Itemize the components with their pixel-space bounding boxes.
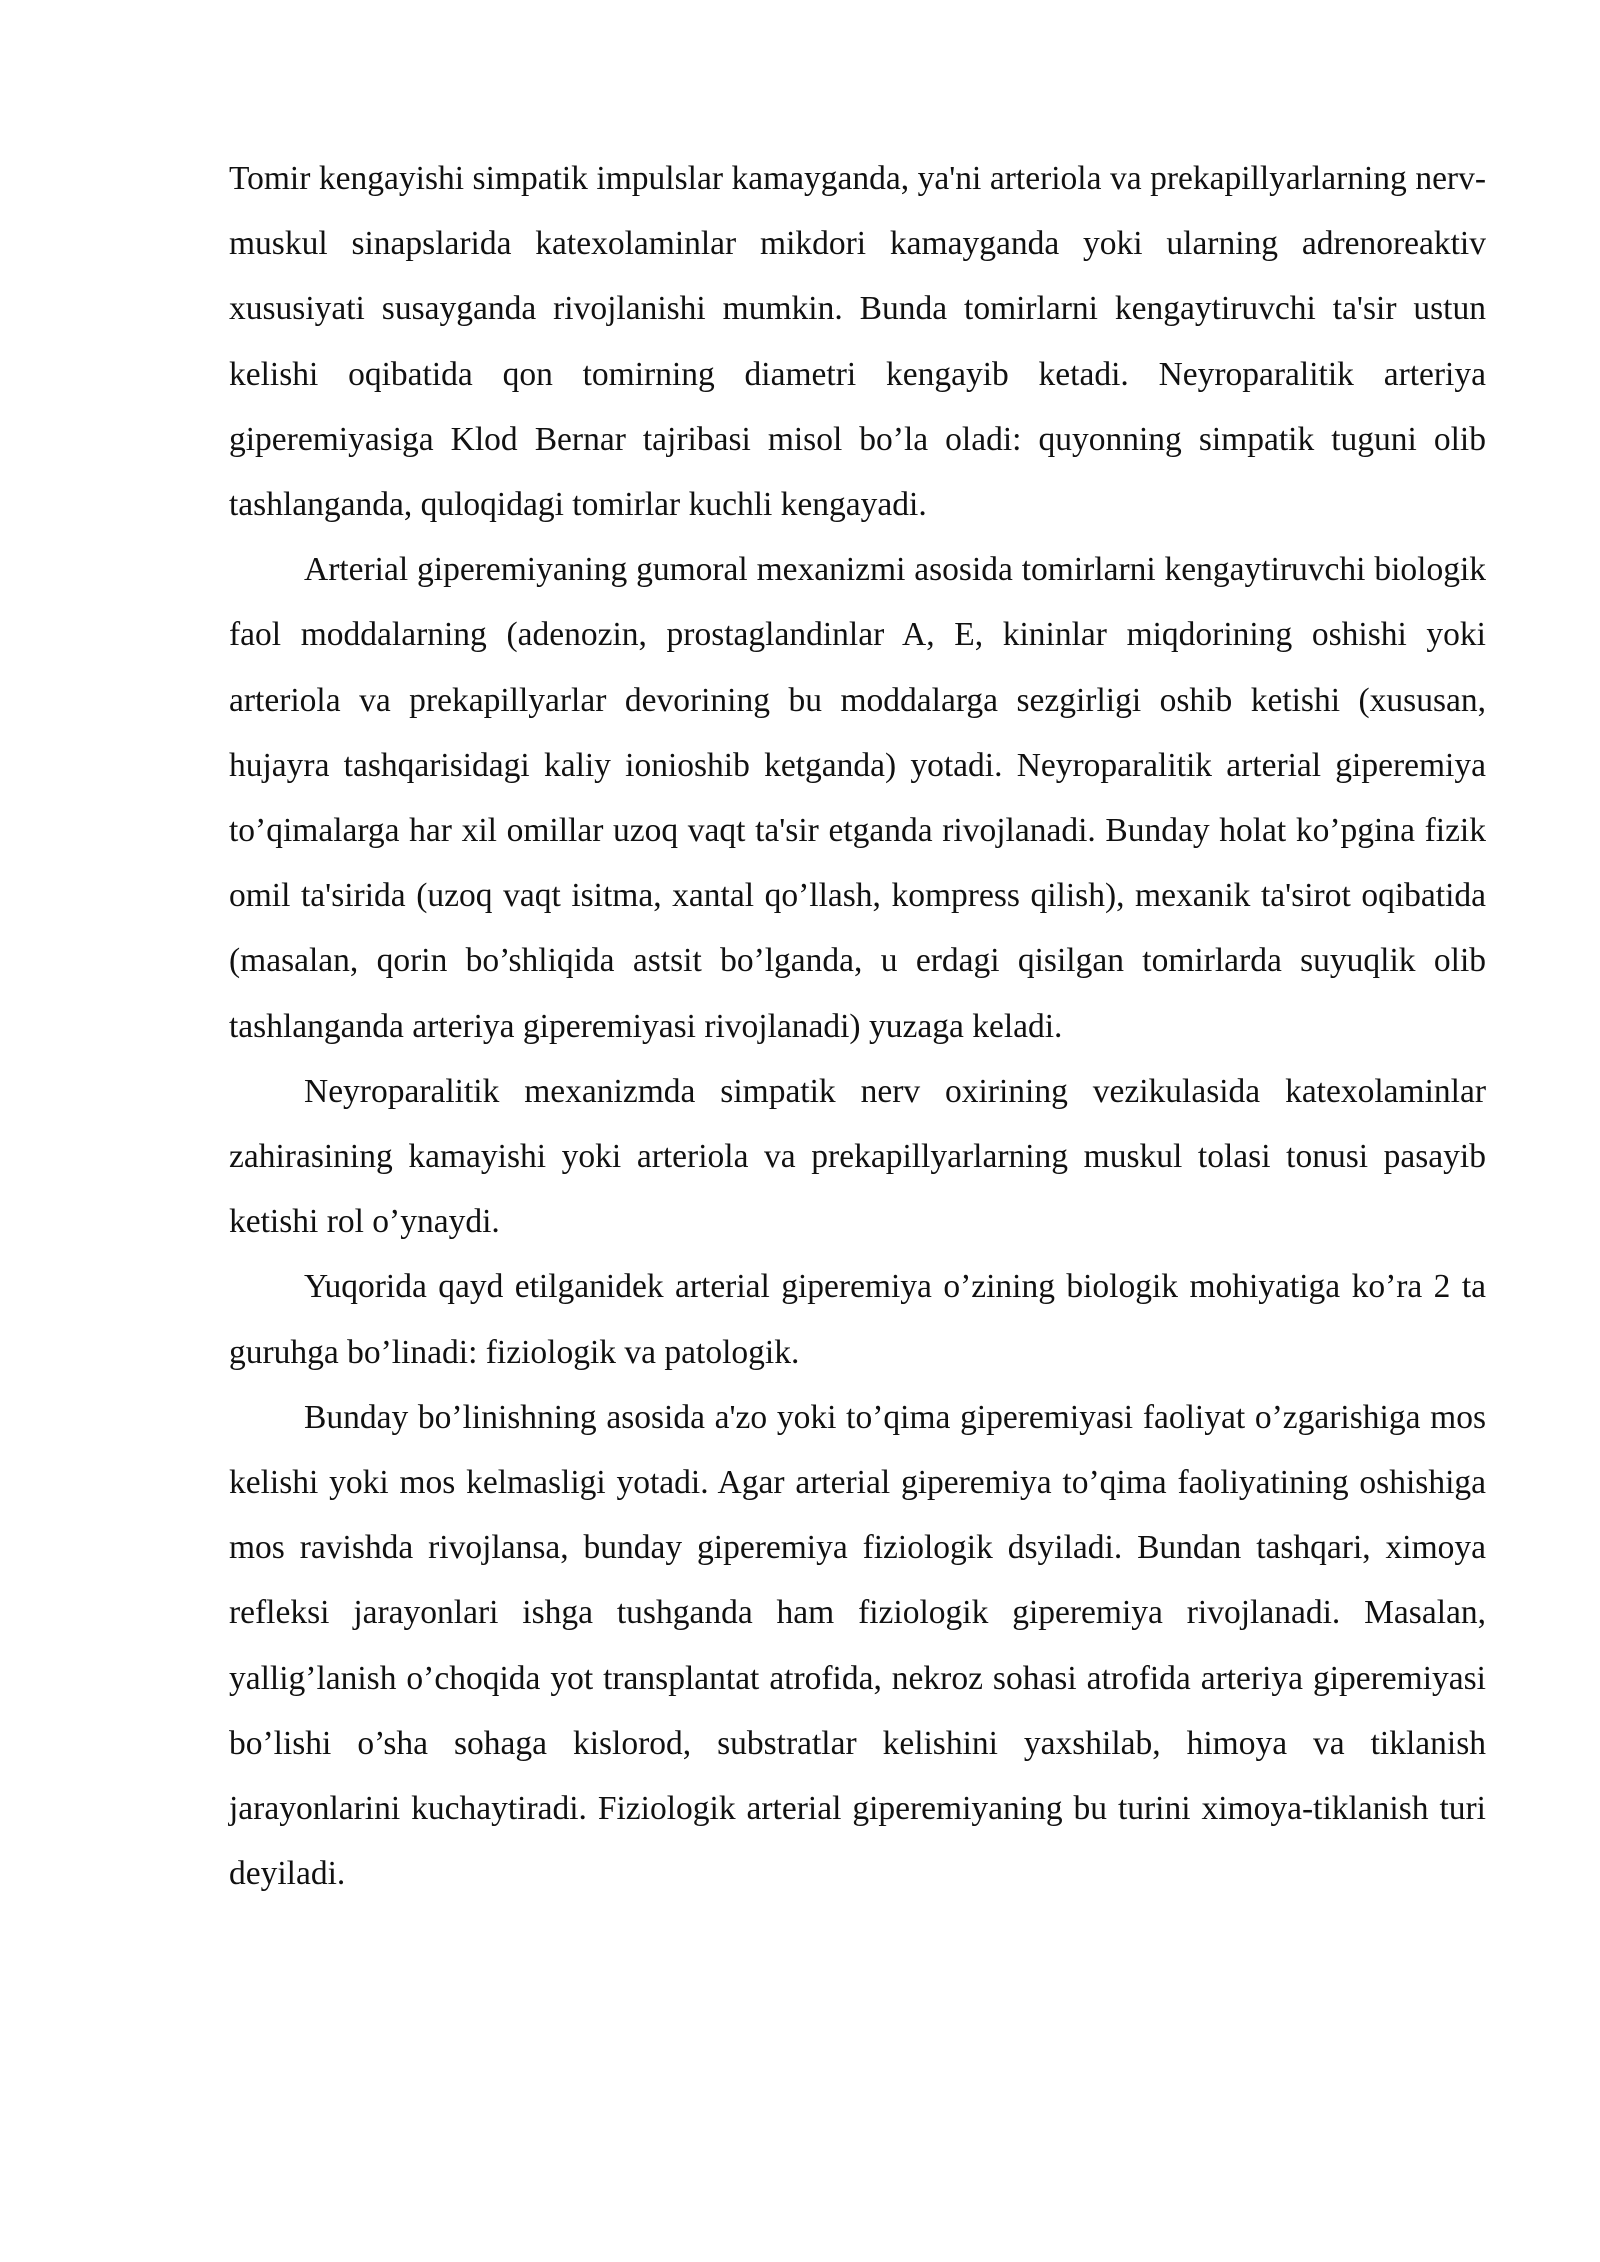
paragraph-5: Bunday bo’linishning asosida a'zo yoki to’qima giperemiyasi faoliyat o’zgarishiga mos kelishi yoki mos kelmasligi yotadi. Agar arterial giperemiya to’qima faoliyatining oshishiga mos ravishda rivojlansa, bunday giperemiya fiziologik dsyiladi. Bundan tashqari, ximoya refleksi jarayonlari ishga tushganda ham fiziologik giperemiya rivojlanadi. Masalan, yallig’lanish o’choqida yot transplantat atrofida, nekroz sohasi atrofida arteriya giperemiyasi bo’lishi o’sha sohaga kislorod, substratlar kelishini yaxshilab, himoya va tiklanish jarayonlarini kuchaytiradi. Fiziologik arterial giperemiyaning bu turini ximoya-tiklanish turi deyiladi. (229, 1398, 1486, 1893)
paragraph-2: Arterial giperemiyaning gumoral mexanizmi asosida tomirlarni kengaytiruvchi biologik faol moddalarning (adenozin, prostaglandinlar A, E, kininlar miqdorining oshishi yoki arteriola va prekapillyarlar devorining bu moddalarga sezgirligi oshib ketishi (xususan, hujayra tashqarisidagi kaliy ionioshib ketganda) yotadi. Neyroparalitik arterial giperemiya to’qimalarga har xil omillar uzoq vaqt ta'sir etganda rivojlanadi. Bunday holat ko’pgina fizik omil ta'sirida (uzoq vaqt isitma, xantal qo’llash, kompress qilish), mexanik ta'sirot oqibatida (masalan, qorin bo’shliqida astsit bo’lganda, u erdagi qisilgan tomirlarda suyuqlik olib tashlanganda arteriya giperemiyasi rivojlanadi) yuzaga keladi. (229, 551, 1486, 1045)
paragraph-4: Yuqorida qayd etilganidek arterial giperemiya o’zining biologik mohiyatiga ko’ra 2 ta guruhga bo’linadi: fiziologik va patologik. (229, 1268, 1486, 1371)
document-page (229, 146, 1486, 1906)
paragraph-3: Neyroparalitik mexanizmda simpatik nerv oxirining vezikulasida katexolaminlar zahirasining kamayishi yoki arteriola va prekapillyarlarning muskul tolasi tonusi pasayib ketishi rol o’ynaydi. (229, 1072, 1486, 1241)
paragraph-1: Tomir kengayishi simpatik impulslar kamayganda, ya'ni arteriola va prekapillyarlarning nerv-muskul sinapslarida katexolaminlar mikdori kamayganda yoki ularning adrenoreaktiv xususiyati susayganda rivojlanishi mumkin. Bunda tomirlarni kengaytiruvchi ta'sir ustun kelishi oqibatida qon tomirning diametri kengayib ketadi. Neyroparalitik arteriya giperemiyasiga Klod Bernar tajribasi misol bo’la oladi: quyonning simpatik tuguni olib tashlanganda, quloqidagi tomirlar kuchli kengayadi. (229, 160, 1486, 524)
